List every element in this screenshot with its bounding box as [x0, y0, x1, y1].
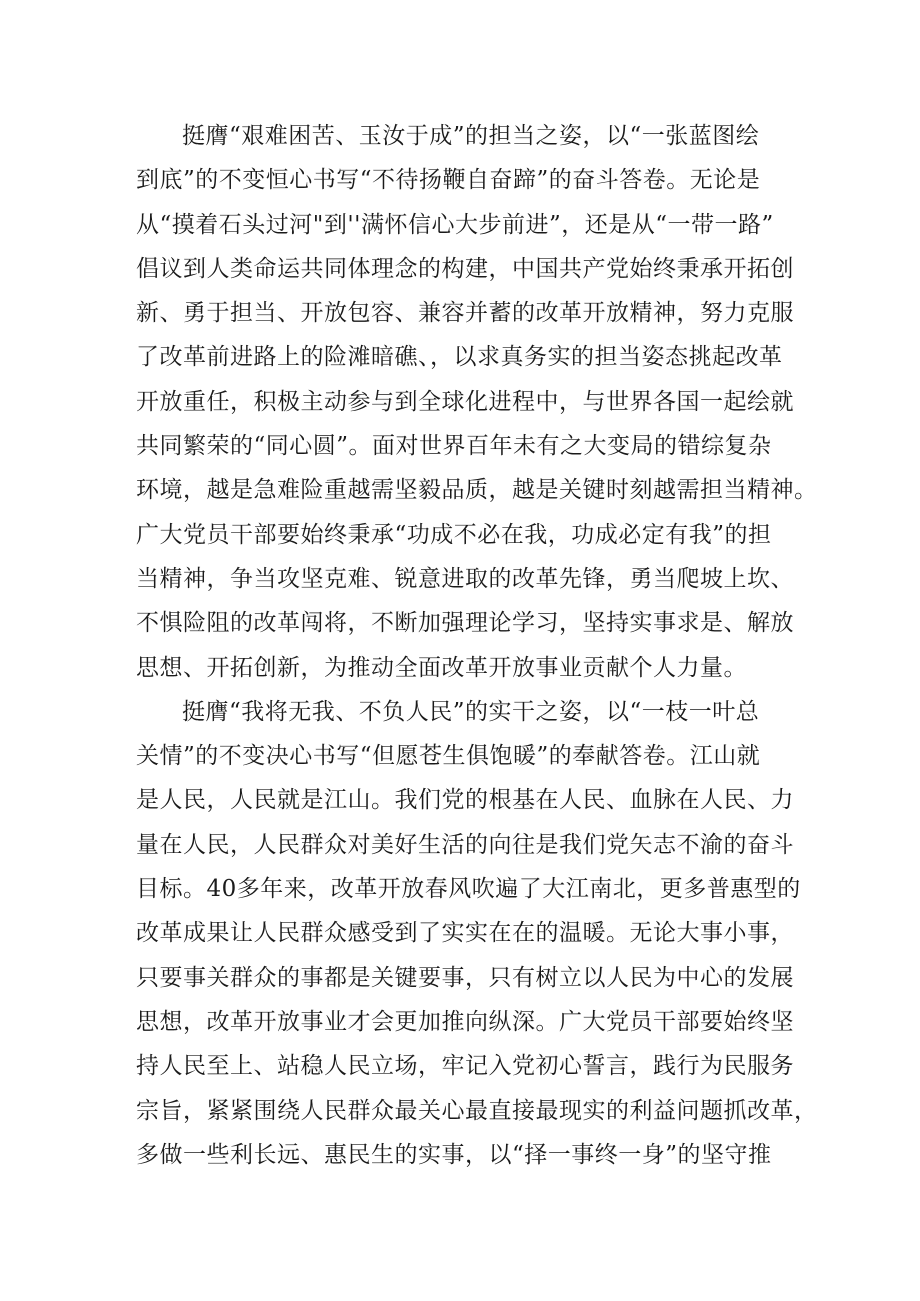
- text-line: 不惧险阻的改革闯将，不断加强理论学习，坚持实事求是、解放: [136, 610, 794, 637]
- text-line: 环境，越是急难险重越需坚毅品质，越是关键时刻越需担当精神。: [136, 477, 818, 504]
- paragraph-1: [136, 114, 818, 690]
- text-line: 多做一些利长远、惠民生的实事，以“择一事终一身”的坚守推: [136, 1141, 772, 1168]
- document-body: [136, 114, 818, 1177]
- text-line: 新、勇于担当、开放包容、兼容并蓄的改革开放精神，努力克服: [136, 300, 794, 327]
- text-line: 广大党员干部要始终秉承“功成不必在我，功成必定有我”的担: [136, 521, 772, 548]
- text-line: 倡议到人类命运共同体理念的构建，中国共产党始终秉承开拓创: [136, 255, 794, 282]
- text-line: 挺膺“我将无我、不负人民”的实干之姿，以“一枝一叶总: [182, 698, 760, 725]
- text-line: 持人民至上、站稳人民立场，牢记入党初心誓言，践行为民服务: [136, 1053, 794, 1080]
- text-line: 思想、开拓创新，为推动全面改革开放事业贡献个人力量。: [136, 654, 747, 681]
- text-line: 目标。40多年来，改革开放春风吹遍了大江南北，更多普惠型的: [136, 876, 801, 903]
- text-line: 量在人民，人民群众对美好生活的向往是我们党矢志不渝的奋斗: [136, 831, 794, 858]
- text-line: 挺膺“艰难困苦、玉汝于成”的担当之姿，以“一张蓝图绘: [182, 123, 760, 149]
- text-line: 到底”的不变恒心书写“不待扬鞭自奋蹄”的奋斗答卷。无论是: [136, 167, 761, 194]
- text-line: 开放重任，积极主动参与到全球化进程中，与世界各国一起绘就: [136, 388, 794, 415]
- text-line: 关情”的不变决心书写“但愿苍生俱饱暖”的奉献答卷。江山就: [136, 743, 761, 770]
- text-line: 了改革前进路上的险滩暗礁、，以求真务实的担当姿态挑起改革: [136, 344, 783, 371]
- text-line: 只要事关群众的事都是关键要事，只有树立以人民为中心的发展: [136, 964, 794, 991]
- text-line: 从“摸着石头过河"到''满怀信心大步前进”，还是从“一带一路”: [136, 211, 774, 238]
- text-line: 宗旨，紧紧围绕人民群众最关心最直接最现实的利益问题抓改革，: [136, 1097, 818, 1124]
- text-line: 思想，改革开放事业才会更加推向纵深。广大党员干部要始终坚: [136, 1008, 794, 1035]
- text-line: 改革成果让人民群众感受到了实实在在的温暖。无论大事小事，: [136, 920, 794, 947]
- paragraph-2: [136, 690, 818, 1177]
- text-line: 是人民，人民就是江山。我们党的根基在人民、血脉在人民、力: [136, 787, 794, 814]
- text-line: 当精神，争当攻坚克难、锐意进取的改革先锋，勇当爬坡上坎、: [136, 565, 794, 592]
- text-line: 共同繁荣的“同心圆”。面对世界百年未有之大变局的错综复杂: [136, 433, 772, 460]
